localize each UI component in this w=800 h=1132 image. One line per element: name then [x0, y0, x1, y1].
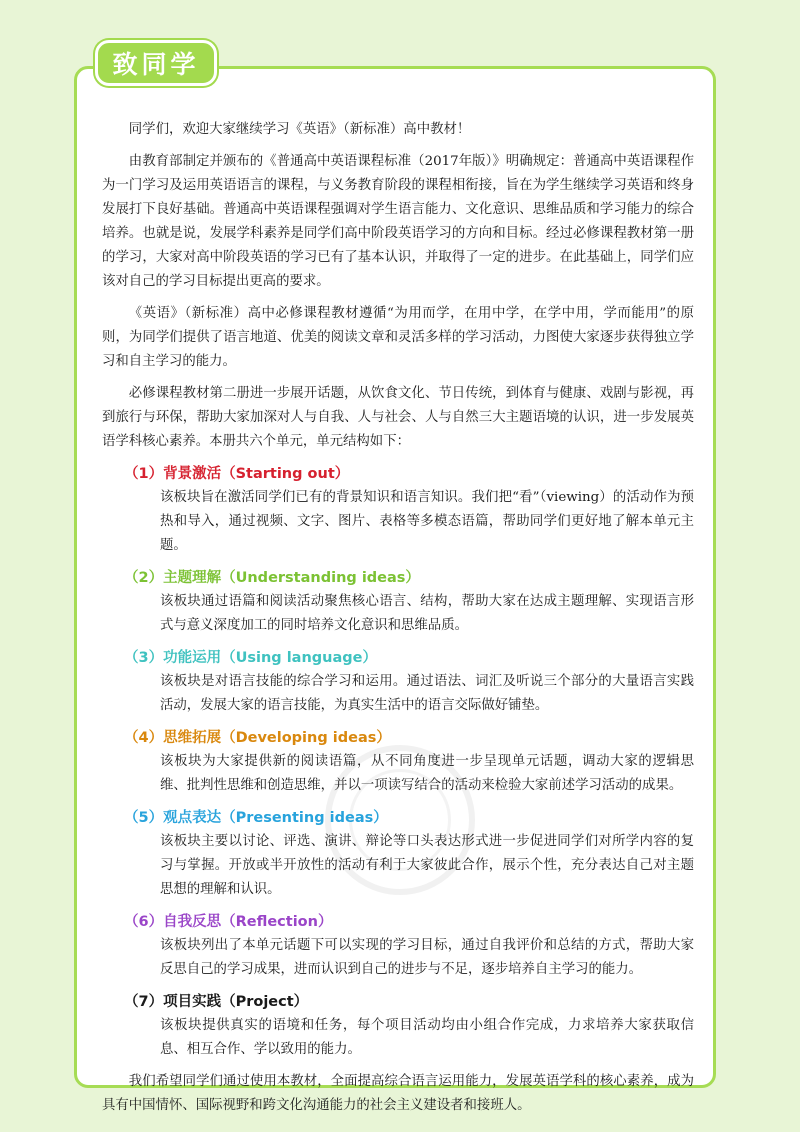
heading-badge: [95, 40, 217, 86]
section-reflection: [102, 910, 694, 982]
section-title: （7）项目实践（Project）: [124, 994, 309, 1010]
section-project: [102, 990, 694, 1062]
section-body: 该板块旨在激活同学们已有的背景知识和语言知识。我们把“看”（viewing）的活动作为预热和导入，通过视频、文字、图片、表格等多模态语篇，帮助同学们更好地了解本单元主题。: [160, 490, 694, 553]
section-body: 该板块为大家提供新的阅读语篇，从不同角度进一步呈现单元话题，调动大家的逻辑思维、批判性思维和创造思维，并以一项读写结合的活动来检验大家前述学习活动的成果。: [160, 754, 694, 793]
closing-paragraph: 我们希望同学们通过使用本教材，全面提高综合语言运用能力，发展英语学科的核心素养，成为具有中国情怀、国际视野和跨文化沟通能力的社会主义建设者和接班人。: [102, 1074, 694, 1113]
paragraph: 由教育部制定并颁布的《普通高中英语课程标准（2017年版）》明确规定：普通高中英语课程作为一门学习及运用英语语言的课程，与义务教育阶段的课程相衔接，旨在为学生继续学习英语和终身发展打下良好基础。普通高中英语课程强调对学生语言能力、文化意识、思维品质和学习能力的综合培养。也就是说，发展学科素养是同学们高中阶段英语学习的方向和目标。经过必修课程教材第一册的学习，大家对高中阶段英语的学习已有了基本认识，并取得了一定的进步。在此基础上，同学们应该对自己的学习目标提出更高的要求。: [102, 154, 694, 289]
page-title: 致同学: [112, 50, 200, 79]
section-body: 该板块主要以讨论、评选、演讲、辩论等口头表达形式进一步促进同学们对所学内容的复习与掌握。开放或半开放性的活动有利于大家彼此合作，展示个性，充分表达自己对主题思想的理解和认识。: [160, 834, 694, 897]
section-presenting-ideas: [102, 806, 694, 902]
section-body: 该板块提供真实的语境和任务，每个项目活动均由小组合作完成，力求培养大家获取信息、相互合作、学以致用的能力。: [160, 1018, 694, 1057]
section-body: 该板块通过语篇和阅读活动聚焦核心语言、结构，帮助大家在达成主题理解、实现语言形式与意义深度加工的同时培养文化意识和思维品质。: [160, 594, 694, 633]
section-title: （3）功能运用（Using language）: [124, 650, 377, 666]
section-understanding-ideas: [102, 566, 694, 638]
letter-body: [102, 118, 694, 1126]
greeting: 同学们，欢迎大家继续学习《英语》（新标准）高中教材！: [128, 122, 471, 137]
section-body: 该板块列出了本单元话题下可以实现的学习目标，通过自我评价和总结的方式，帮助大家反思自己的学习成果，进而认识到自己的进步与不足，逐步培养自主学习的能力。: [160, 938, 694, 977]
section-title: （5）观点表达（Presenting ideas）: [124, 810, 388, 826]
paragraph: 必修课程教材第二册进一步展开话题，从饮食文化、节日传统，到体育与健康、戏剧与影视，再到旅行与环保，帮助大家加深对人与自我、人与社会、人与自然三大主题语境的认识，进一步发展英语学科核心素养。本册共六个单元，单元结构如下：: [102, 386, 694, 449]
section-title: （2）主题理解（Understanding ideas）: [124, 570, 420, 586]
section-title: （4）思维拓展（Developing ideas）: [124, 730, 391, 746]
paragraph: 《英语》（新标准）高中必修课程教材遵循“为用而学，在用中学，在学中用，学而能用”的原则，为同学们提供了语言地道、优美的阅读文章和灵活多样的学习活动，力图使大家逐步获得独立学习和自主学习的能力。: [102, 306, 694, 369]
section-body: 该板块是对语言技能的综合学习和运用。通过语法、词汇及听说三个部分的大量语言实践活动，发展大家的语言技能，为真实生活中的语言交际做好铺垫。: [160, 674, 694, 713]
section-developing-ideas: [102, 726, 694, 798]
section-title: （1）背景激活（Starting out）: [124, 466, 350, 482]
section-title: （6）自我反思（Reflection）: [124, 914, 333, 930]
section-using-language: [102, 646, 694, 718]
section-starting-out: [102, 462, 694, 558]
